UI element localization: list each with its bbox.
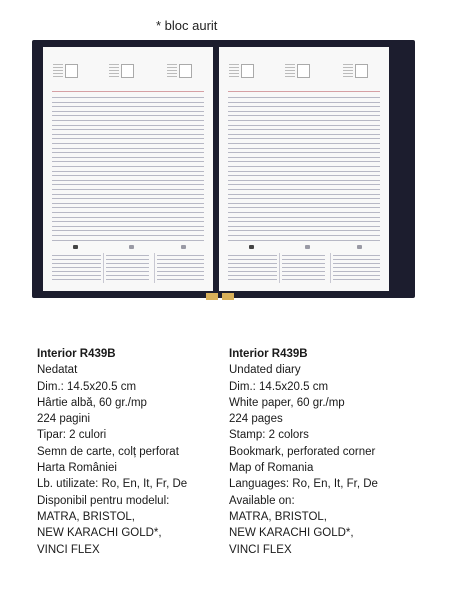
spec-title: Interior R439B [37,348,116,360]
header-box [297,64,310,78]
header-text-lines [109,64,119,78]
header-text-lines [343,64,353,78]
ruled-line [228,189,380,190]
ruled-line [228,207,380,208]
spec-line: Bookmark, perforated corner [229,445,376,458]
footer-line [157,255,204,256]
spec-line: Semn de carte, colț perforat [37,445,179,458]
page-header-block [229,63,257,85]
footer-line [333,263,380,264]
footer-divider [279,253,280,283]
header-box [355,64,368,78]
footer-line [106,259,149,260]
footer-line [282,259,325,260]
spec-line: Nedatat [37,364,78,377]
ruled-line [52,217,204,218]
header-text-lines [229,64,239,78]
footer-line [52,279,101,280]
spec-line: NEW KARACHI GOLD*, [229,527,354,540]
ruled-line [52,180,204,181]
footer-line [333,267,380,268]
footer-line [282,263,325,264]
bookmark-ribbon [222,293,234,300]
spec-line: 224 pagini [37,413,91,426]
footer-line [157,259,204,260]
ruled-line [52,198,204,199]
header-box [179,64,192,78]
footer-icon [357,245,362,249]
ruled-line [228,194,380,195]
ruled-line [228,166,380,167]
ruled-line [52,106,204,107]
specs-romanian [37,346,187,558]
footer-line [52,275,101,276]
spec-line: VINCI FLEX [37,543,100,556]
ruled-line [228,203,380,204]
ruled-line [52,152,204,153]
ruled-line [52,125,204,126]
footer-line [282,255,325,256]
footer-divider [154,253,155,283]
footer-line [157,271,204,272]
spec-line: MATRA, BRISTOL, [229,510,327,523]
ruled-line [228,138,380,139]
bookmark-ribbon [206,293,218,300]
spec-line: Tipar: 2 culori [37,429,107,442]
ruled-line [228,152,380,153]
header-box [65,64,78,78]
page-header-block [53,63,81,85]
header-box [121,64,134,78]
ruled-line [228,175,380,176]
footer-line [333,255,380,256]
ruled-line [52,143,204,144]
spec-line: MATRA, BRISTOL, [37,510,135,523]
footer-line [106,271,149,272]
spec-line: Languages: Ro, En, It, Fr, De [229,478,378,491]
ruled-line [52,240,204,241]
ruled-line [52,111,204,112]
footer-line [282,271,325,272]
footer-line [333,275,380,276]
specs-english [229,346,378,558]
footer-line [52,259,101,260]
spec-line: VINCI FLEX [229,543,292,556]
ruled-line [228,180,380,181]
spec-line: Harta României [37,462,117,475]
ruled-line [52,102,204,103]
footer-line [106,255,149,256]
ruled-line [52,235,204,236]
footer-divider [103,253,104,283]
page-header-block [285,63,313,85]
ruled-line [228,230,380,231]
ruled-line [52,138,204,139]
ruled-line [228,221,380,222]
page-header-block [109,63,137,85]
footer-line [333,259,380,260]
footer-divider [330,253,331,283]
header-text-lines [285,64,295,78]
header-text-lines [167,64,177,78]
margin-line [228,91,380,92]
spec-line: Dim.: 14.5x20.5 cm [37,380,137,393]
ruled-line [52,221,204,222]
footer-line [228,271,277,272]
ruled-line [52,207,204,208]
ruled-line [228,212,380,213]
spec-line: Stamp: 2 colors [229,429,309,442]
ruled-line [228,106,380,107]
footer-icon [181,245,186,249]
ruled-line [52,97,204,98]
ruled-line [228,125,380,126]
ruled-line [228,171,380,172]
footer-line [52,271,101,272]
spec-line: Available on: [229,494,295,507]
footer-line [228,259,277,260]
spec-line: Hârtie albă, 60 gr./mp [37,396,147,409]
ruled-line [228,235,380,236]
ruled-line [52,184,204,185]
header-text-lines [53,64,63,78]
header-box [241,64,254,78]
spec-line: White paper, 60 gr./mp [229,396,345,409]
ruled-line [52,134,204,135]
ruled-line [52,175,204,176]
ruled-line [52,203,204,204]
ruled-line [52,194,204,195]
footer-line [52,263,101,264]
ruled-line [228,148,380,149]
spec-line: NEW KARACHI GOLD*, [37,527,162,540]
ruled-line [52,189,204,190]
ruled-line [228,134,380,135]
ruled-line [228,120,380,121]
footer-icon [305,245,310,249]
footer-line [333,271,380,272]
footer-line [52,267,101,268]
footer-line [106,279,149,280]
ruled-line [52,171,204,172]
footer-line [228,267,277,268]
ruled-line [52,148,204,149]
ruled-line [228,184,380,185]
ruled-line [228,157,380,158]
footer-line [157,267,204,268]
margin-line [52,91,204,92]
footer-line [157,275,204,276]
ruled-line [228,240,380,241]
ruled-line [52,120,204,121]
ruled-line [228,226,380,227]
footer-line [106,267,149,268]
ruled-line [228,102,380,103]
footer-line [282,279,325,280]
footer-line [228,255,277,256]
spec-line: Disponibil pentru modelul: [37,494,170,507]
ruled-line [228,129,380,130]
footer-line [228,279,277,280]
ruled-line [52,226,204,227]
footer-line [106,275,149,276]
footer-line [157,263,204,264]
ruled-line [52,129,204,130]
footer-line [228,263,277,264]
page-header-block [167,63,195,85]
spec-line: Undated diary [229,364,301,377]
ruled-line [228,161,380,162]
spec-line: Dim.: 14.5x20.5 cm [229,380,329,393]
right-page [219,47,389,291]
ruled-line [52,166,204,167]
spec-line: Lb. utilizate: Ro, En, It, Fr, De [37,478,188,491]
spec-line: 224 pages [229,413,283,426]
spec-title: Interior R439B [229,348,308,360]
ruled-line [228,143,380,144]
footer-line [282,267,325,268]
footer-icon [249,245,254,249]
left-page [43,47,213,291]
footer-line [106,263,149,264]
ruled-line [52,212,204,213]
ruled-line [228,217,380,218]
footer-line [52,255,101,256]
ruled-line [52,230,204,231]
page-header-block [343,63,371,85]
ruled-line [228,97,380,98]
gilded-block-note: * bloc aurit [156,18,218,33]
footer-line [157,279,204,280]
ruled-line [52,157,204,158]
ruled-line [228,111,380,112]
footer-line [228,275,277,276]
ruled-line [52,161,204,162]
footer-line [333,279,380,280]
footer-icon [73,245,78,249]
spec-line: Map of Romania [229,462,314,475]
ruled-line [228,198,380,199]
footer-line [282,275,325,276]
ruled-line [52,115,204,116]
footer-icon [129,245,134,249]
ruled-line [228,115,380,116]
